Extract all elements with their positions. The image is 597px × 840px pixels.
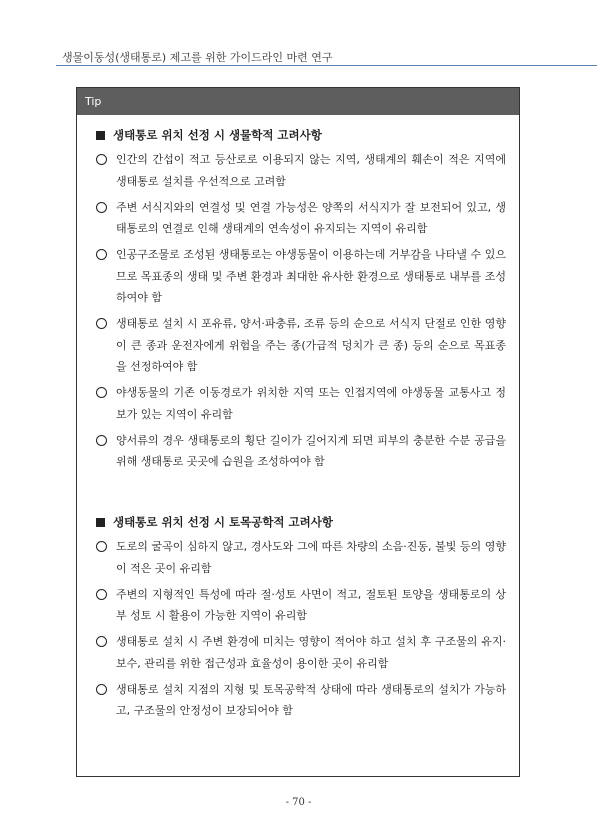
tip-box <box>76 87 520 777</box>
list-item-text: 인간의 간섭이 적고 등산로로 이용되지 않는 지역, 생태계의 훼손이 적은 지역에 생태통로 설치를 우선적으로 고려함 <box>116 153 506 188</box>
running-header: 생물이동성(생태통로) 제고를 위한 가이드라인 마련 연구 <box>62 51 333 64</box>
biological-considerations-section <box>96 126 506 477</box>
civil-engineering-considerations-section <box>96 513 506 726</box>
list-item <box>96 244 506 309</box>
tip-title-bar <box>77 88 519 115</box>
circle-bullet-icon <box>96 154 107 165</box>
list-item-text: 생태통로 설치 시 포유류, 양서·파충류, 조류 등의 순으로 서식지 단절로 인한 영향이 큰 종과 운전자에게 위험을 주는 종(가급적 덩치가 큰 종) 등의 순으로 목표종을 선정하여야 함 <box>116 317 506 373</box>
list-item-text: 양서류의 경우 생태통로의 횡단 길이가 길어지게 되면 피부의 충분한 수분 공급을 위해 생태통로 곳곳에 습원을 조성하여야 함 <box>116 433 506 468</box>
circle-bullet-icon <box>96 684 107 695</box>
circle-bullet-icon <box>96 249 107 260</box>
circle-bullet-icon <box>96 589 107 600</box>
list-item-text: 생태통로 설치 시 주변 환경에 미치는 영향이 적어야 하고 설치 후 구조물의 유지·보수, 관리를 위한 접근성과 효율성이 용이한 곳이 유리함 <box>116 635 506 670</box>
header-divider <box>56 65 597 66</box>
circle-bullet-icon <box>96 202 107 213</box>
filled-square-bullet-icon <box>96 518 105 527</box>
list-item <box>96 197 506 240</box>
circle-bullet-icon <box>96 541 107 552</box>
list-item <box>96 313 506 378</box>
section-heading <box>96 126 506 144</box>
list-item <box>96 631 506 674</box>
circle-bullet-icon <box>96 387 107 398</box>
page-number: - 70 - <box>285 797 312 808</box>
list-item <box>96 430 506 473</box>
list-item <box>96 382 506 425</box>
list-item-text: 야생동물의 기존 이동경로가 위치한 지역 또는 인접지역에 야생동물 교통사고 정보가 있는 지역이 유리함 <box>116 386 506 421</box>
circle-bullet-icon <box>96 435 107 446</box>
list-item <box>96 149 506 192</box>
list-item-text: 주변의 지형적인 특성에 따라 절·성토 사면이 적고, 절토된 토양을 생태통로의 상부 성토 시 활용이 가능한 지역이 유리함 <box>116 587 506 622</box>
list-item <box>96 584 506 627</box>
list-item-text: 도로의 굴곡이 심하지 않고, 경사도와 그에 따른 차량의 소음·진동, 불빛 등의 영향이 적은 곳이 유리함 <box>116 540 506 575</box>
circle-bullet-icon <box>96 318 107 329</box>
section-heading-text: 생태통로 위치 선정 시 생물학적 고려사항 <box>113 128 322 142</box>
section-heading <box>96 513 506 531</box>
list-item <box>96 679 506 722</box>
list-item-text: 생태통로 설치 지점의 지형 및 토목공학적 상태에 따라 생태통로의 설치가 가능하고, 구조물의 안정성이 보장되어야 함 <box>116 682 506 717</box>
list-item <box>96 536 506 579</box>
filled-square-bullet-icon <box>96 131 105 140</box>
circle-bullet-icon <box>96 636 107 647</box>
section-heading-text: 생태통로 위치 선정 시 토목공학적 고려사항 <box>113 515 333 529</box>
tip-label: Tip <box>85 95 102 108</box>
list-item-text: 주변 서식지와의 연결성 및 연결 가능성은 양쪽의 서식지가 잘 보전되어 있고, 생태통로의 연결로 인해 생태계의 연속성이 유지되는 지역이 유리함 <box>116 200 506 235</box>
list-item-text: 인공구조물로 조성된 생태통로는 야생동물이 이용하는데 거부감을 나타낼 수 있으므로 목표종의 생태 및 주변 환경과 최대한 유사한 환경으로 생태통로 내부를 조성하여야 함 <box>116 248 506 304</box>
